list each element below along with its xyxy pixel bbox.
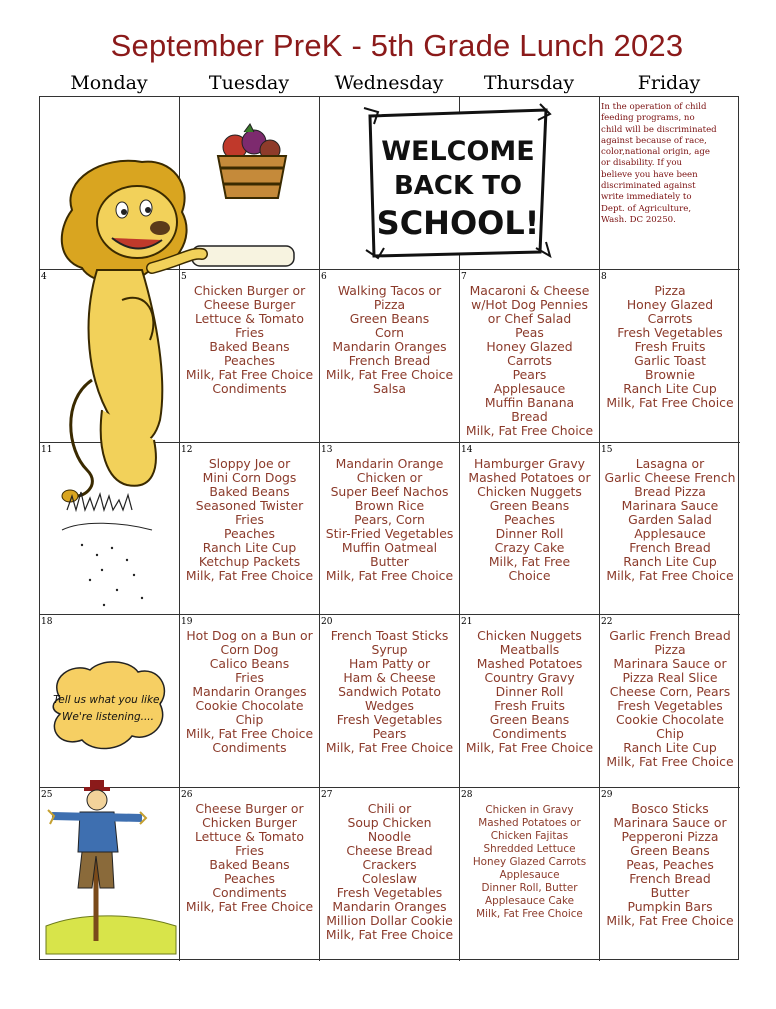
- menu-item: Fresh Vegetables: [336, 712, 443, 727]
- day-number: 21: [461, 617, 473, 627]
- menu-item: Honey Glazed Carrots: [472, 856, 587, 868]
- menu-item: Milk, Fat Free Choice: [606, 754, 734, 769]
- calendar-cell: [460, 270, 600, 443]
- menu-item: Bread: [511, 409, 548, 424]
- welcome-line-1: WELCOME: [381, 136, 535, 167]
- menu-item: Hot Dog on a Bun or: [186, 628, 313, 643]
- welcome-back-sign: [360, 102, 556, 262]
- menu-item: Pizza: [654, 283, 686, 298]
- menu-item: Sloppy Joe or: [208, 456, 291, 471]
- day-number: 27: [321, 790, 333, 800]
- calendar-cell: [460, 443, 600, 615]
- menu-item: Calico Beans: [209, 656, 290, 671]
- menu-item: Pears: [372, 726, 407, 741]
- menu-item: Condiments: [212, 381, 287, 396]
- menu-item: Applesauce: [493, 381, 566, 396]
- menu-item: French Toast Sticks: [330, 628, 449, 643]
- menu-item: Brownie: [645, 367, 695, 382]
- menu-item: Sandwich Potato: [338, 684, 441, 699]
- menu-item: Condiments: [492, 726, 567, 741]
- notice-line: child will be discriminated: [601, 124, 717, 135]
- menu-item: Milk, Fat Free Choice: [325, 568, 454, 583]
- day-number: 20: [321, 617, 333, 627]
- menu-item: Milk, Fat Free Choice: [185, 899, 314, 914]
- menu-item: Carrots: [647, 311, 693, 326]
- menu-list: [320, 802, 459, 942]
- menu-item: Milk, Fat Free Choice: [465, 423, 594, 438]
- menu-list: [320, 284, 459, 396]
- menu-item: Corn: [375, 325, 404, 340]
- notice-line: Dept. of Agriculture,: [601, 203, 692, 214]
- day-number: 28: [461, 790, 473, 800]
- fruit-basket-illustration: [210, 122, 294, 202]
- menu-item: Peas: [515, 325, 544, 340]
- menu-list: [600, 284, 740, 410]
- feedback-bubble: [46, 658, 170, 754]
- welcome-line-3: SCHOOL!: [376, 204, 540, 242]
- menu-item: Muffin Banana: [484, 395, 575, 410]
- menu-item: Country Gravy: [484, 670, 575, 685]
- menu-item: Soup Chicken: [347, 815, 432, 830]
- bubble-line-1: Tell us what you like,: [53, 694, 163, 706]
- day-number: 22: [601, 617, 613, 627]
- notice-line: color,national origin, age: [601, 147, 710, 158]
- scarecrow-illustration: [44, 776, 178, 956]
- menu-item: Green Beans: [489, 712, 570, 727]
- menu-item: Applesauce: [634, 526, 706, 541]
- menu-item: Chicken Burger or: [193, 283, 306, 298]
- menu-item: Ketchup Packets: [198, 554, 301, 569]
- menu-item: Condiments: [212, 740, 287, 755]
- menu-item: Fresh Fruits: [634, 339, 706, 354]
- day-number: 29: [601, 790, 613, 800]
- menu-item: Applesauce Cake: [484, 895, 574, 907]
- calendar-cell: [460, 615, 600, 788]
- day-header-4: Friday: [637, 72, 701, 94]
- day-number: 4: [41, 272, 47, 282]
- menu-item: Fries: [235, 670, 264, 685]
- day-number: 8: [601, 272, 607, 282]
- menu-list: [320, 457, 459, 583]
- day-header-0: Monday: [70, 72, 148, 94]
- menu-item: Cheese Burger: [203, 297, 296, 312]
- menu-item: Fresh Fruits: [494, 698, 565, 713]
- menu-item: Marinara Sauce: [621, 498, 719, 513]
- menu-item: Mandarin Oranges: [192, 684, 307, 699]
- day-number: 5: [181, 272, 187, 282]
- menu-item: Peas, Peaches: [626, 857, 714, 872]
- menu-item: Pepperoni Pizza: [621, 829, 719, 844]
- menu-item: Green Beans: [349, 311, 430, 326]
- menu-item: Crazy Cake: [494, 540, 565, 555]
- menu-item: Milk, Fat Free Choice: [185, 568, 314, 583]
- menu-item: Chili or: [367, 801, 412, 816]
- menu-list: [460, 804, 599, 921]
- menu-item: Mini Corn Dogs: [202, 470, 297, 485]
- menu-item: Milk, Fat Free Choice: [606, 395, 734, 410]
- menu-item: Ranch Lite Cup: [202, 540, 297, 555]
- page-title: September PreK - 5th Grade Lunch 2023: [110, 28, 684, 63]
- menu-item: Garlic Toast: [634, 353, 706, 368]
- notice-line: or disability. If you: [601, 158, 683, 169]
- menu-item: Peaches: [224, 871, 275, 886]
- menu-item: Milk, Fat Free Choice: [325, 740, 454, 755]
- menu-item: Super Beef Nachos: [330, 484, 449, 499]
- menu-item: Milk, Fat Free Choice: [465, 740, 594, 755]
- menu-list: [460, 629, 599, 755]
- menu-item: Baked Beans: [209, 339, 290, 354]
- day-number: 13: [321, 445, 333, 455]
- menu-item: Pizza: [373, 297, 406, 312]
- menu-item: Fries: [235, 325, 264, 340]
- menu-item: Milk, Fat Free Choice: [185, 726, 314, 741]
- calendar-cell: [320, 615, 460, 788]
- menu-item: Pears: [512, 367, 547, 382]
- non-discrimination-notice: [601, 102, 729, 226]
- menu-list: [600, 629, 740, 769]
- menu-item: Brown Rice: [354, 498, 425, 513]
- day-header-3: Thursday: [483, 72, 575, 94]
- menu-item: Butter: [650, 885, 690, 900]
- menu-item: Honey Glazed: [626, 297, 714, 312]
- menu-item: Fresh Vegetables: [617, 698, 723, 713]
- welcome-line-2: BACK TO: [393, 171, 523, 201]
- menu-item: French Bread: [348, 353, 431, 368]
- menu-item: Mandarin Oranges: [332, 339, 447, 354]
- menu-list: [460, 284, 599, 438]
- menu-item: Green Beans: [630, 843, 710, 858]
- day-number: 25: [41, 790, 53, 800]
- menu-item: Cheese Burger or: [195, 801, 304, 816]
- menu-item: Milk, Fat Free Choice: [185, 367, 314, 382]
- menu-item: or Chef Salad: [487, 311, 572, 326]
- menu-item: Crackers: [362, 857, 417, 872]
- menu-item: Pumpkin Bars: [627, 899, 713, 914]
- day-header-1: Tuesday: [208, 72, 290, 94]
- day-number: 15: [601, 445, 613, 455]
- menu-item: Chicken in Gravy: [485, 804, 574, 816]
- menu-item: Stir-Fried Vegetables: [325, 526, 454, 541]
- menu-item: Salsa: [373, 381, 406, 396]
- menu-item: Coleslaw: [362, 871, 417, 886]
- calendar-cell: [180, 788, 320, 961]
- menu-item: Condiments: [212, 885, 287, 900]
- notice-line: In the operation of child: [601, 102, 707, 112]
- menu-item: Pizza: [654, 642, 686, 657]
- menu-item: Syrup: [371, 642, 408, 657]
- menu-item: Lettuce & Tomato: [195, 311, 304, 326]
- notice-line: discriminated against: [601, 181, 696, 192]
- menu-item: Ranch Lite Cup: [623, 740, 717, 755]
- lion-illustration: [42, 150, 302, 620]
- calendar-cell: [320, 270, 460, 443]
- menu-list: [180, 802, 319, 914]
- menu-item: Shredded Lettuce: [483, 843, 576, 855]
- menu-item: Milk, Fat Free Choice: [606, 913, 734, 928]
- menu-item: Chicken Nuggets: [477, 628, 582, 643]
- menu-item: Lasagna or: [635, 456, 705, 471]
- menu-item: Peaches: [224, 353, 275, 368]
- calendar-cell: [320, 788, 460, 961]
- menu-item: Ham Patty or: [348, 656, 431, 671]
- menu-item: Noodle: [367, 829, 412, 844]
- menu-list: [460, 457, 599, 583]
- menu-item: Milk, Fat Free: [488, 554, 571, 569]
- menu-item: Walking Tacos or: [337, 283, 442, 298]
- menu-item: Muffin Oatmeal: [341, 540, 438, 555]
- menu-item: Million Dollar Cookie: [326, 913, 453, 928]
- calendar-cell: [600, 788, 740, 961]
- menu-item: Marinara Sauce or: [613, 656, 727, 671]
- menu-item: Honey Glazed: [486, 339, 573, 354]
- menu-item: Milk, Fat Free Choice: [325, 367, 454, 382]
- bubble-line-2: We're listening....: [62, 711, 154, 723]
- menu-item: Mandarin Orange: [335, 456, 444, 471]
- menu-item: Ranch Lite Cup: [623, 554, 717, 569]
- menu-item: Ham & Cheese: [343, 670, 436, 685]
- day-number: 19: [181, 617, 193, 627]
- menu-item: French Bread: [629, 871, 711, 886]
- menu-item: Milk, Fat Free Choice: [606, 568, 734, 583]
- day-number: 14: [461, 445, 473, 455]
- notice-line: Wash. DC 20250.: [601, 214, 676, 225]
- menu-item: Mashed Potatoes or: [478, 817, 581, 829]
- menu-item: Fresh Vegetables: [617, 325, 723, 340]
- menu-item: Carrots: [507, 353, 552, 368]
- menu-item: Cookie Chocolate: [195, 698, 304, 713]
- menu-item: Green Beans: [489, 498, 570, 513]
- menu-item: Garlic French Bread: [609, 628, 731, 643]
- menu-item: Wedges: [365, 698, 414, 713]
- menu-item: Bread Pizza: [634, 484, 706, 499]
- menu-item: Mashed Potatoes or: [468, 470, 591, 485]
- day-number: 11: [41, 445, 53, 455]
- menu-item: Chicken or: [356, 470, 423, 485]
- menu-item: Chicken Fajitas: [490, 830, 569, 842]
- menu-list: [600, 457, 740, 583]
- day-number: 26: [181, 790, 193, 800]
- menu-item: Mashed Potatoes: [476, 656, 583, 671]
- menu-item: Chip: [656, 726, 684, 741]
- menu-item: Dinner Roll, Butter: [481, 882, 578, 894]
- day-number: 7: [461, 272, 467, 282]
- menu-item: Peaches: [224, 526, 275, 541]
- menu-item: Milk, Fat Free Choice: [476, 908, 583, 920]
- calendar-cell: [460, 788, 600, 961]
- menu-item: Pizza Real Slice: [622, 670, 718, 685]
- notice-line: feeding programs, no: [601, 113, 695, 124]
- menu-item: French Bread: [629, 540, 711, 555]
- menu-list: [180, 629, 319, 755]
- menu-item: Cheese Corn, Pears: [609, 684, 731, 699]
- menu-item: Baked Beans: [209, 484, 290, 499]
- menu-item: Cheese Bread: [346, 843, 433, 858]
- menu-item: Fries: [235, 512, 264, 527]
- notice-line: against because of race,: [601, 135, 707, 146]
- calendar-cell: [600, 270, 740, 443]
- calendar-cell: [320, 443, 460, 615]
- menu-item: Ranch Lite Cup: [623, 381, 717, 396]
- day-header-2: Wednesday: [334, 72, 444, 94]
- menu-item: Cookie Chocolate: [616, 712, 724, 727]
- calendar-cell: [180, 615, 320, 788]
- menu-item: Corn Dog: [220, 642, 279, 657]
- menu-item: Fries: [235, 843, 264, 858]
- menu-item: Peaches: [504, 512, 555, 527]
- menu-item: Meatballs: [499, 642, 560, 657]
- menu-item: Fresh Vegetables: [336, 885, 443, 900]
- menu-item: Chip: [235, 712, 264, 727]
- menu-item: Butter: [370, 554, 409, 569]
- calendar-cell: [600, 615, 740, 788]
- menu-item: Baked Beans: [209, 857, 290, 872]
- menu-item: Garlic Cheese French: [604, 470, 736, 485]
- menu-item: Pears, Corn: [354, 512, 425, 527]
- menu-item: Garden Salad: [628, 512, 712, 527]
- menu-item: Macaroni & Cheese: [469, 283, 590, 298]
- notice-line: believe you have been: [601, 169, 698, 180]
- calendar-cell: [600, 443, 740, 615]
- notice-line: write immediately to: [601, 192, 692, 203]
- menu-item: Milk, Fat Free Choice: [325, 927, 454, 942]
- menu-item: Hamburger Gravy: [473, 456, 586, 471]
- menu-item: Mandarin Oranges: [332, 899, 447, 914]
- menu-item: Choice: [508, 568, 551, 583]
- menu-item: Chicken Nuggets: [477, 484, 582, 499]
- menu-list: [600, 802, 740, 928]
- menu-item: w/Hot Dog Pennies: [471, 297, 588, 312]
- menu-item: Marinara Sauce or: [613, 815, 727, 830]
- day-number: 12: [181, 445, 193, 455]
- menu-item: Bosco Sticks: [631, 801, 709, 816]
- menu-item: Chicken Burger: [202, 815, 297, 830]
- menu-item: Dinner Roll: [495, 684, 564, 699]
- menu-item: Lettuce & Tomato: [195, 829, 304, 844]
- day-number: 18: [41, 617, 53, 627]
- day-number: 6: [321, 272, 327, 282]
- menu-item: Applesauce: [499, 869, 560, 881]
- menu-item: Dinner Roll: [495, 526, 564, 541]
- menu-list: [320, 629, 459, 755]
- menu-item: Seasoned Twister: [195, 498, 304, 513]
